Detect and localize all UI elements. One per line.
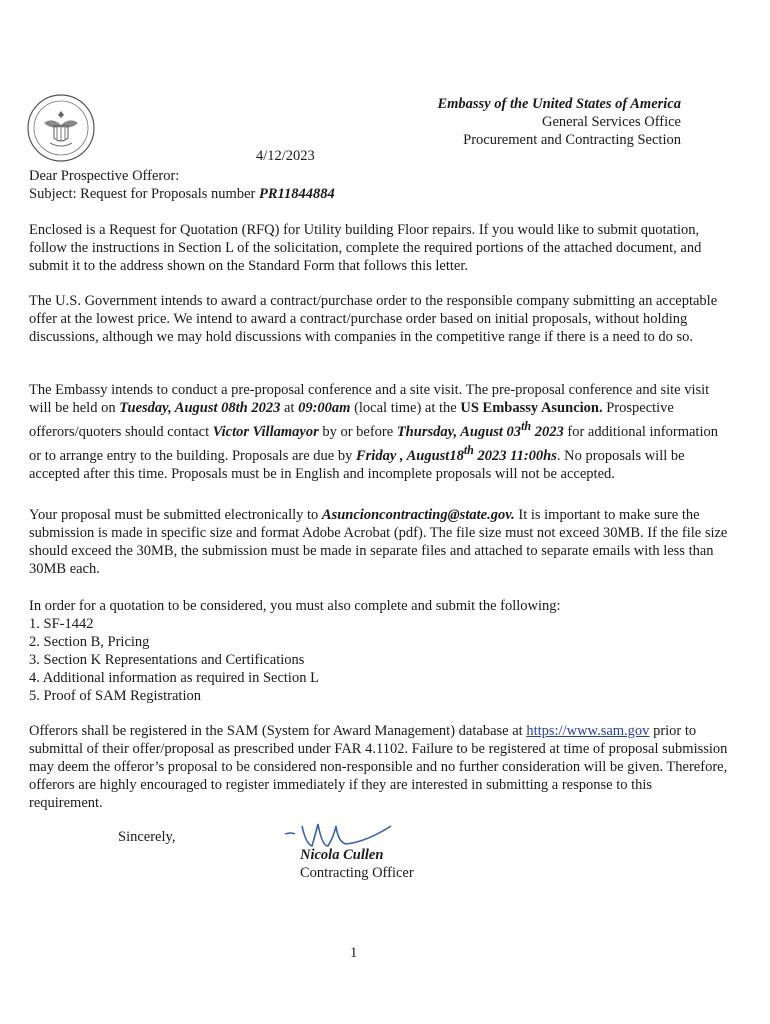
- salutation-block: [29, 167, 729, 203]
- embassy-name: Embassy of the United States of America: [437, 96, 681, 112]
- text-run: (local time) at the: [350, 400, 461, 416]
- conference-place: US Embassy Asuncion.: [460, 400, 603, 416]
- ordinal-suffix: th: [521, 419, 532, 433]
- signer-name: Nicola Cullen: [300, 847, 384, 863]
- letter-date: 4/12/2023: [256, 148, 315, 164]
- subject-number: PR11844884: [258, 186, 335, 202]
- paragraph-conference-text: [29, 381, 729, 483]
- section-name: Procurement and Contracting Section: [463, 132, 681, 148]
- text-run: prior to submittal of their offer/proposal as prescribed under FAR 4.1102. Failure to be registered at time of proposal submission may deem the offeror’s proposal to be considered non-responsible and no further consideration will be given. Therefore, offerors are highly encouraged to register immediately if they are interested in submitting a response to this requirement.: [29, 723, 728, 811]
- submission-email[interactable]: Asuncioncontracting@state.gov.: [321, 507, 515, 523]
- text-run: 2023: [531, 423, 564, 440]
- text-run: It is important to make sure the submission is made in specific size and format Adobe Acrobat (pdf). The file size must not exceed 30MB. If the file size should exceed the 30MB, the submission must be made in separate files and attached to separate emails with less than 30MB each.: [29, 507, 728, 577]
- text-run: Thursday, August 03: [396, 423, 522, 440]
- text-run: Friday , August18: [355, 447, 464, 464]
- great-seal-icon: [26, 93, 96, 163]
- list-item: 3. Section K Representations and Certifications: [29, 652, 305, 668]
- text-run: . No proposals will be accepted after this time. Proposals must be in English and incomplete proposals will not be accepted.: [29, 447, 685, 482]
- list-item: 1. SF-1442: [29, 616, 94, 632]
- sam-link[interactable]: https://www.sam.gov: [526, 723, 650, 739]
- page-number: 1: [350, 945, 358, 961]
- text-run: at: [280, 400, 299, 416]
- subject-prefix: Subject: Request for Proposals number: [29, 186, 259, 202]
- subject-line: [29, 185, 729, 203]
- paragraph-rfq-text: Enclosed is a Request for Quotation (RFQ) for Utility building Floor repairs. If you would like to submit quotation, follow the instructions in Section L of the solicitation, complete the required portions of the attached document, and submit it to the address shown on the Standard Form that follows this letter.: [29, 222, 702, 274]
- paragraph-conference: [29, 381, 729, 483]
- ordinal-suffix: th: [463, 442, 474, 457]
- paragraph-sam-text: [29, 722, 729, 812]
- letterhead: [437, 95, 681, 149]
- requirements-block: [29, 597, 729, 705]
- requirements-list: [29, 615, 729, 705]
- paragraph-rfq: [29, 221, 729, 275]
- proposal-due-date: [355, 442, 557, 464]
- requirements-intro: In order for a quotation to be considered, you must also complete and submit the following:: [29, 598, 561, 614]
- salutation: Dear Prospective Offeror:: [29, 168, 180, 184]
- paragraph-award-text: The U.S. Government intends to award a contract/purchase order to the responsible company submitting an acceptable offer at the lowest price. We intend to award a contract/purchase order based on initial proposals, without holding discussions, although we may hold discussions with companies in the competitive range if there is a need to do so.: [29, 293, 718, 345]
- signer-block: [300, 846, 414, 882]
- list-item: 4. Additional information as required in Section L: [29, 670, 319, 686]
- closing: Sincerely,: [118, 829, 176, 845]
- text-run: Your proposal must be submitted electronically to: [29, 507, 322, 523]
- list-item: 5. Proof of SAM Registration: [29, 688, 201, 704]
- text-run: Offerors shall be registered in the SAM (System for Award Management) database at: [29, 723, 527, 739]
- paragraph-submission-text: [29, 506, 729, 578]
- text-run: The Embassy intends to conduct a pre-proposal conference and a site visit. The pre-proposal conference and site visit will be held on: [29, 382, 710, 416]
- signer-title: Contracting Officer: [300, 865, 414, 881]
- conference-time: 09:00am: [298, 400, 351, 416]
- paragraph-submission: [29, 506, 729, 578]
- paragraph-award: [29, 292, 729, 346]
- conference-date: Tuesday, August 08th 2023: [119, 400, 281, 416]
- paragraph-sam: [29, 722, 729, 812]
- text-run: 2023 11:00hs: [473, 447, 557, 464]
- contact-name: Victor Villamayor: [212, 423, 319, 440]
- text-run: Prospective offerors/quoters should contact: [29, 400, 674, 440]
- office-name: General Services Office: [541, 114, 681, 130]
- contact-deadline: [396, 419, 564, 440]
- text-run: for additional information or to arrange entry to the building. Proposals are due by: [29, 423, 718, 464]
- text-run: by or before: [318, 423, 397, 440]
- list-item: 2. Section B, Pricing: [29, 634, 150, 650]
